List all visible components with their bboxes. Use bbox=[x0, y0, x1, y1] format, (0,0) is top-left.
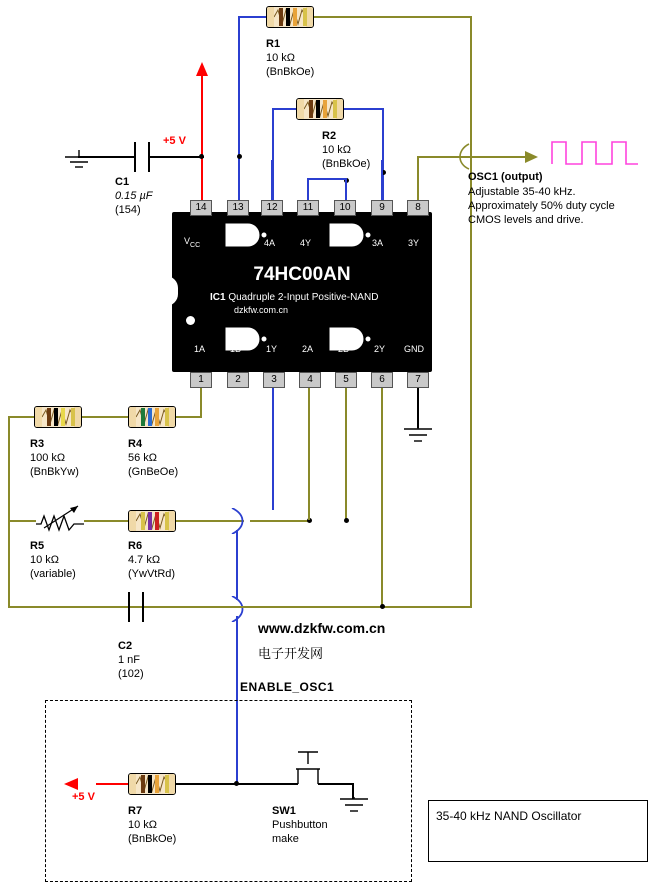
c1-code: (154) bbox=[115, 204, 141, 216]
r6-ref: R6 bbox=[128, 540, 143, 552]
vcc-top-label: +5 V bbox=[163, 135, 186, 147]
watermark-url: www.dzkfw.com.cn bbox=[258, 620, 386, 636]
sw1-action: make bbox=[272, 833, 299, 845]
ic-pin-6[interactable]: 6 bbox=[371, 372, 393, 388]
r3-value: 100 kΩ bbox=[30, 452, 66, 464]
watermark-cn: 电子开发网 bbox=[258, 646, 324, 661]
resistor-r1 bbox=[266, 6, 314, 28]
junction-enable bbox=[234, 781, 239, 786]
wire-bottom-olive bbox=[8, 606, 472, 608]
ic-pin-label-3: 1Y bbox=[266, 344, 278, 354]
ic-pin-label-11: 4Y bbox=[300, 238, 312, 248]
ic-pin-4[interactable]: 4 bbox=[299, 372, 321, 388]
wire-right-rail bbox=[470, 16, 472, 608]
resistor-r2 bbox=[296, 98, 344, 120]
ic-pin-5[interactable]: 5 bbox=[335, 372, 357, 388]
output-name: OSC1 (output) bbox=[468, 171, 543, 183]
r6-value: 4.7 kΩ bbox=[128, 554, 161, 566]
ic-vcc-sub: CC bbox=[190, 241, 201, 249]
junction-vcc-c1 bbox=[199, 154, 204, 159]
ic-description bbox=[210, 292, 378, 303]
ic-pin-label-9: 3A bbox=[372, 238, 384, 248]
wire-r5-left bbox=[8, 520, 36, 522]
r1-code: (BnBkOe) bbox=[266, 66, 315, 78]
ic-pin-2[interactable]: 2 bbox=[227, 372, 249, 388]
enable-osc1-label: ENABLE_OSC1 bbox=[240, 680, 335, 694]
output-arrow-icon bbox=[524, 149, 540, 165]
output-line3: CMOS levels and drive. bbox=[468, 214, 584, 226]
wire-c1-right bbox=[150, 156, 204, 158]
ic-74hc00an-body bbox=[172, 212, 432, 372]
ic-pin-label-12: 4A bbox=[264, 238, 276, 248]
ic-pin-8[interactable]: 8 bbox=[407, 200, 429, 216]
switch-sw1-symbol[interactable] bbox=[286, 748, 330, 788]
ic-pin-label-6: 2Y bbox=[374, 344, 386, 354]
r7-ref: R7 bbox=[128, 805, 143, 817]
vcc-bottom-arrow-icon bbox=[64, 776, 80, 792]
r7-value: 10 kΩ bbox=[128, 819, 158, 831]
enable-section-box bbox=[45, 700, 412, 882]
sw1-type: Pushbutton bbox=[272, 819, 328, 831]
c2-value: 1 nF bbox=[118, 654, 141, 666]
ic-pin1-dot bbox=[186, 316, 195, 325]
r1-ref: R1 bbox=[266, 38, 281, 50]
ic-desc-text: Quadruple 2-Input Positive-NAND bbox=[228, 292, 379, 303]
ic-pin-10[interactable]: 10 bbox=[334, 200, 356, 216]
ic-pin-1[interactable]: 1 bbox=[190, 372, 212, 388]
r3-ref: R3 bbox=[30, 438, 45, 450]
wire-vcc-v bbox=[201, 70, 203, 216]
wire-pin11-h bbox=[307, 178, 347, 180]
ic-site: dzkfw.com.cn bbox=[234, 305, 289, 315]
ic-pin-14[interactable]: 14 bbox=[190, 200, 212, 216]
ic-pin-label-13: 4B bbox=[228, 238, 240, 248]
wire-pin4-v bbox=[308, 388, 310, 520]
wire-pin3-v bbox=[272, 388, 274, 510]
ic-pin-label-1: 1A bbox=[194, 344, 206, 354]
ic-pin-label-10: 3B bbox=[336, 238, 348, 248]
wire-r2-left-h bbox=[272, 108, 296, 110]
r4-ref: R4 bbox=[128, 438, 143, 450]
ic-pin-12[interactable]: 12 bbox=[261, 200, 283, 216]
wire-pin3-v2 bbox=[236, 530, 238, 600]
resistor-r6 bbox=[128, 510, 176, 532]
resistor-r3 bbox=[34, 406, 82, 428]
wire-r7-left bbox=[96, 783, 128, 785]
output-node-icon bbox=[455, 142, 479, 170]
junction-pin13 bbox=[237, 154, 242, 159]
ic-pin-label-14: $V_{CC}$ bbox=[184, 236, 201, 249]
wire-pin1-h bbox=[176, 416, 202, 418]
r7-code: (BnBkOe) bbox=[128, 833, 177, 845]
ground-icon-c1 bbox=[62, 150, 96, 172]
wire-r1-left bbox=[238, 16, 240, 216]
c2-ref: C2 bbox=[118, 640, 133, 652]
wire-r1-left-h bbox=[238, 16, 266, 18]
wire-gnd bbox=[417, 388, 419, 428]
wire-pin6-v bbox=[381, 388, 383, 608]
wire-r1-right-h bbox=[312, 16, 472, 18]
wire-left-rail-1 bbox=[8, 416, 10, 520]
r2-value: 10 kΩ bbox=[322, 144, 352, 156]
r3-code: (BnBkYw) bbox=[30, 466, 79, 478]
r2-ref: R2 bbox=[322, 130, 337, 142]
wire-pin1-v bbox=[200, 388, 202, 418]
sw1-ref: SW1 bbox=[272, 805, 296, 817]
resistor-r5-variable[interactable] bbox=[36, 502, 84, 532]
r2-code: (BnBkOe) bbox=[322, 158, 371, 170]
wire-r4-r3 bbox=[80, 416, 128, 418]
ic-pin-label-5: 2B bbox=[338, 344, 350, 354]
junction-pin6-bottom bbox=[380, 604, 385, 609]
wire-r6-right-2 bbox=[250, 520, 310, 522]
square-wave-icon bbox=[550, 130, 640, 174]
wire-r5-r6 bbox=[84, 520, 128, 522]
wire-left-rail-2 bbox=[8, 520, 10, 608]
wire-r2-right-h bbox=[342, 108, 384, 110]
ground-icon-ic bbox=[401, 426, 435, 448]
ic-pin-label-2: 1B bbox=[230, 344, 242, 354]
ic-pin-label-4: 2A bbox=[302, 344, 314, 354]
wire-hop-icon-2 bbox=[228, 596, 248, 622]
r1-value: 10 kΩ bbox=[266, 52, 296, 64]
wire-sw1-gnd bbox=[318, 783, 354, 785]
junction-pin5 bbox=[344, 518, 349, 523]
r5-ref: R5 bbox=[30, 540, 45, 552]
ic-pin-7[interactable]: 7 bbox=[407, 372, 429, 388]
ic-pin-9[interactable]: 9 bbox=[371, 200, 393, 216]
ic-pin-label-8: 3Y bbox=[408, 238, 420, 248]
r4-value: 56 kΩ bbox=[128, 452, 158, 464]
ic-pin-13[interactable]: 13 bbox=[227, 200, 249, 216]
vcc-bottom-label: +5 V bbox=[72, 791, 95, 803]
r4-code: (GnBeOe) bbox=[128, 466, 179, 478]
ic-part-number: 74HC00AN bbox=[253, 264, 351, 285]
r5-value: 10 kΩ bbox=[30, 554, 60, 566]
ic-pin-label-7: GND bbox=[404, 344, 424, 354]
wire-hop-icon-1 bbox=[228, 508, 248, 534]
wire-r3-left bbox=[8, 416, 34, 418]
r6-code: (YwVtRd) bbox=[128, 568, 176, 580]
vcc-arrow-icon bbox=[194, 62, 210, 78]
wire-pin5-v bbox=[345, 388, 347, 520]
c1-ref: C1 bbox=[115, 176, 130, 188]
c1-value: 0.15 µF bbox=[115, 190, 153, 202]
ic-pin-11[interactable]: 11 bbox=[297, 200, 319, 216]
output-line2: Approximately 50% duty cycle bbox=[468, 200, 615, 212]
ic-ref: IC1 bbox=[210, 292, 226, 303]
r5-code: (variable) bbox=[30, 568, 76, 580]
resistor-r7 bbox=[128, 773, 176, 795]
ground-icon-sw1 bbox=[337, 797, 371, 819]
output-line1: Adjustable 35-40 kHz. bbox=[468, 186, 576, 198]
wire-out-h bbox=[470, 156, 532, 158]
title-box-text: 35-40 kHz NAND Oscillator bbox=[436, 809, 582, 823]
ic-pin-3[interactable]: 3 bbox=[263, 372, 285, 388]
c2-code: (102) bbox=[118, 668, 144, 680]
resistor-r4 bbox=[128, 406, 176, 428]
